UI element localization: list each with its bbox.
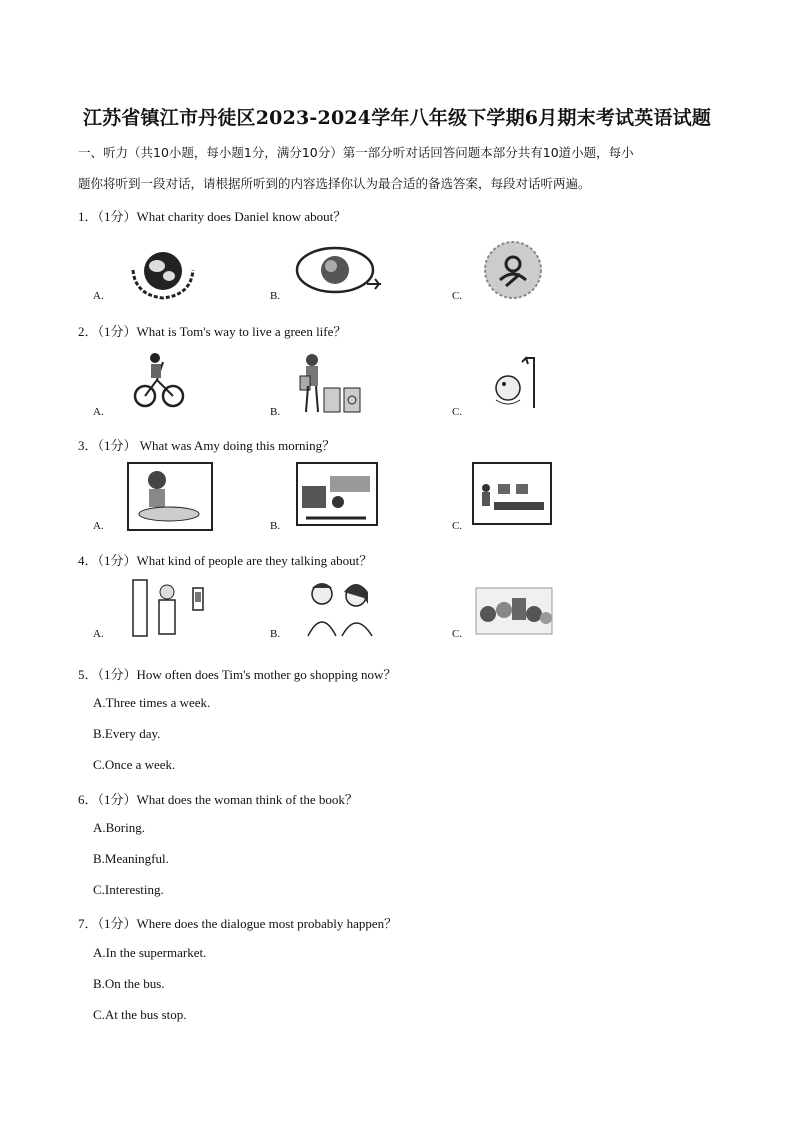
instructions-line-1: 一、听力（共10小题，每小题1分，满分10分）第一部分听对话回答问题本部分共有10道小题，每小 [78, 145, 634, 160]
question-score: （1分） [97, 667, 137, 682]
option-label: C. [452, 406, 463, 418]
question-7 [78, 913, 397, 932]
option-label: A. [93, 628, 104, 640]
q7-option-b[interactable]: B.On the bus. [93, 976, 165, 991]
q2-option-b[interactable] [270, 350, 370, 418]
q1-option-c[interactable] [452, 240, 552, 302]
option-label: B. [270, 290, 281, 302]
option-label: A. [93, 290, 104, 302]
q5-option-c[interactable]: C.Once a week. [93, 757, 176, 772]
option-label: B. [270, 628, 281, 640]
question-text: How often does Tim's mother go shopping now？ [136, 667, 397, 682]
question-score: （1分） [97, 916, 137, 931]
question-score: （1分） [97, 553, 137, 568]
q3-option-b[interactable] [270, 462, 380, 532]
option-label: C. [452, 628, 463, 640]
question-text: Where does the dialogue most probably happen？ [136, 916, 398, 931]
question-2 [78, 321, 346, 340]
question-number: 3． [78, 438, 98, 453]
option-label: B. [270, 406, 281, 418]
instructions-line-2: 题你将听到一段对话，请根据所听到的内容选择你认为最合适的备选答案，每段对话听两遍。 [78, 176, 591, 191]
q5-option-a[interactable]: A.Three times a week. [93, 695, 211, 710]
question-6 [78, 789, 358, 808]
q4-option-b[interactable] [270, 578, 380, 640]
q7-option-a[interactable]: A.In the supermarket. [93, 945, 207, 960]
page-title: 江苏省镇江市丹徒区2023-2024学年八年级下学期6月期末考试英语试题 [82, 107, 712, 129]
question-number: 1． [78, 209, 98, 224]
classroom-scene-icon [472, 462, 552, 526]
boy-recycling-bins-icon [296, 350, 364, 414]
q3-option-a[interactable] [93, 462, 218, 532]
option-label: A. [93, 520, 104, 532]
question-score: （1分） [97, 209, 137, 224]
option-label: C. [452, 290, 463, 302]
question-score: （1分） [97, 792, 137, 807]
question-number: 2． [78, 324, 98, 339]
globe-plane-icon [295, 244, 385, 296]
q1-option-a[interactable] [93, 240, 213, 302]
q2-option-c[interactable] [452, 350, 552, 418]
q7-option-c[interactable]: C.At the bus stop. [93, 1007, 187, 1022]
q2-option-a[interactable] [93, 350, 193, 418]
option-label: A. [93, 406, 104, 418]
q6-option-b[interactable]: B.Meaningful. [93, 851, 169, 866]
question-text: What charity does Daniel know about？ [136, 209, 347, 224]
question-number: 6． [78, 792, 98, 807]
question-text: What is Tom's way to live a green life？ [136, 324, 347, 339]
boy-cycling-icon [133, 350, 185, 410]
kitchen-cooking-icon [296, 462, 378, 528]
q5-option-b[interactable]: B.Every day. [93, 726, 161, 741]
person-showering-icon [492, 350, 542, 410]
option-label: C. [452, 520, 463, 532]
question-score: （1分） [97, 438, 137, 453]
question-text: What does the woman think of the book？ [136, 792, 358, 807]
charity-badge-icon [480, 240, 546, 302]
question-number: 5． [78, 667, 98, 682]
un-emblem-icon [123, 240, 203, 302]
question-number: 7． [78, 916, 98, 931]
q6-option-a[interactable]: A.Boring. [93, 820, 145, 835]
man-at-door-icon [123, 578, 213, 638]
option-label: B. [270, 520, 281, 532]
two-people-talking-icon [300, 578, 380, 638]
q4-option-c[interactable] [452, 578, 562, 640]
girl-washing-icon [127, 462, 213, 532]
q1-option-b[interactable] [270, 240, 390, 302]
question-4 [78, 550, 372, 569]
question-text: What kind of people are they talking about？ [136, 553, 373, 568]
question-3 [78, 435, 335, 454]
question-number: 4． [78, 553, 98, 568]
question-score: （1分） [97, 324, 137, 339]
q4-option-a[interactable] [93, 578, 218, 640]
q3-option-c[interactable] [452, 462, 557, 532]
section-instructions [78, 137, 718, 199]
q6-option-c[interactable]: C.Interesting. [93, 882, 164, 897]
question-5 [78, 664, 396, 683]
question-text: What was Amy doing this morning？ [136, 438, 336, 453]
question-1 [78, 206, 346, 225]
crowd-scene-icon [474, 584, 554, 638]
